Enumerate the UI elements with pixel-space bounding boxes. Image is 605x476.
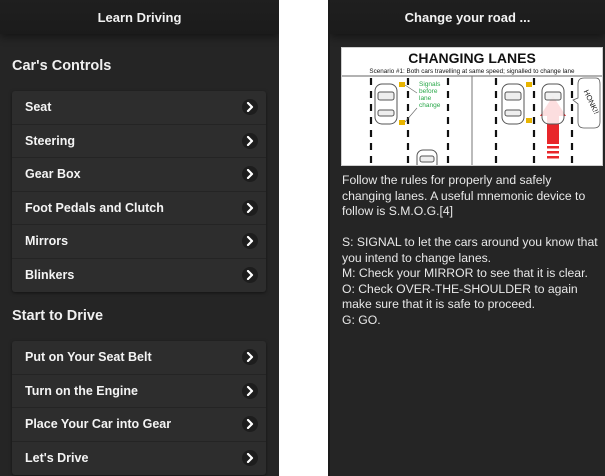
chevron-right-icon [242, 450, 258, 466]
diagram-subtitle: Scenario #1: Both cars travelling at same speed; signalled to change lane [369, 68, 575, 75]
header-title: Learn Driving [97, 9, 182, 25]
diagram-title: CHANGING LANES [408, 50, 536, 66]
learn-driving-screen [0, 0, 279, 476]
list-item-label: Gear Box [25, 167, 81, 182]
lesson-intro: Follow the rules for properly and safely changing lanes. A useful mnemonic device to follow is S.M.O.G.[4] [342, 173, 586, 218]
changing-lanes-diagram [341, 47, 603, 166]
chevron-right-icon [242, 233, 258, 249]
honk-bubble [573, 78, 601, 128]
step-go: G: GO. [342, 312, 381, 327]
changing-lanes-illustration [342, 48, 602, 165]
step-signal: S: SIGNAL to let the cars around you know that you intend to change lanes. [342, 235, 598, 265]
start-to-drive-list [12, 341, 266, 475]
list-item-label: Blinkers [25, 268, 75, 283]
svg-text:lane: lane [419, 95, 432, 102]
list-item-label: Turn on the Engine [25, 383, 138, 398]
cars-controls-list [12, 91, 266, 292]
svg-text:HONK!!: HONK!! [581, 88, 601, 116]
list-item-mirrors[interactable] [12, 225, 266, 259]
chevron-right-icon [242, 349, 258, 365]
app-header [330, 0, 605, 34]
list-item-seat-belt[interactable] [12, 341, 266, 375]
change-road-screen [328, 0, 605, 476]
list-item-blinkers[interactable] [12, 259, 266, 293]
list-item-label: Mirrors [25, 234, 69, 249]
list-item-label: Steering [25, 133, 76, 148]
chevron-right-icon [242, 416, 258, 432]
list-item-label: Place Your Car into Gear [25, 417, 172, 432]
chevron-right-icon [242, 200, 258, 216]
list-item-label: Let's Drive [25, 451, 89, 466]
list-item-gear-box[interactable] [12, 158, 266, 192]
chevron-right-icon [242, 133, 258, 149]
section-title-start-to-drive: Start to Drive [12, 308, 104, 324]
list-item-place-into-gear[interactable] [12, 408, 266, 442]
list-item-label: Seat [25, 100, 52, 115]
svg-text:before: before [419, 88, 438, 95]
list-item-label: Put on Your Seat Belt [25, 350, 152, 365]
app-header [0, 0, 279, 34]
list-item-foot-pedals[interactable] [12, 192, 266, 226]
svg-text:Signals: Signals [419, 81, 441, 88]
list-item-lets-drive[interactable] [12, 442, 266, 476]
svg-text:change: change [419, 102, 441, 109]
header-title: Change your road ... [404, 9, 531, 25]
chevron-right-icon [242, 383, 258, 399]
list-item-label: Foot Pedals and Clutch [25, 200, 164, 215]
car-left [375, 84, 397, 124]
lesson-body [342, 173, 604, 328]
step-mirror: M: Check your MIRROR to see that it is clear. [342, 266, 588, 280]
list-item-turn-on-engine[interactable] [12, 375, 266, 409]
list-item-seat[interactable] [12, 91, 266, 125]
step-over-the-shoulder: O: Check OVER-THE-SHOULDER to again make sure that it is safe to proceed. [342, 281, 578, 311]
list-item-steering[interactable] [12, 125, 266, 159]
section-title-cars-controls: Car's Controls [12, 58, 112, 74]
chevron-right-icon [242, 267, 258, 283]
chevron-right-icon [242, 166, 258, 182]
chevron-right-icon [242, 99, 258, 115]
signal-annotation [419, 81, 441, 109]
